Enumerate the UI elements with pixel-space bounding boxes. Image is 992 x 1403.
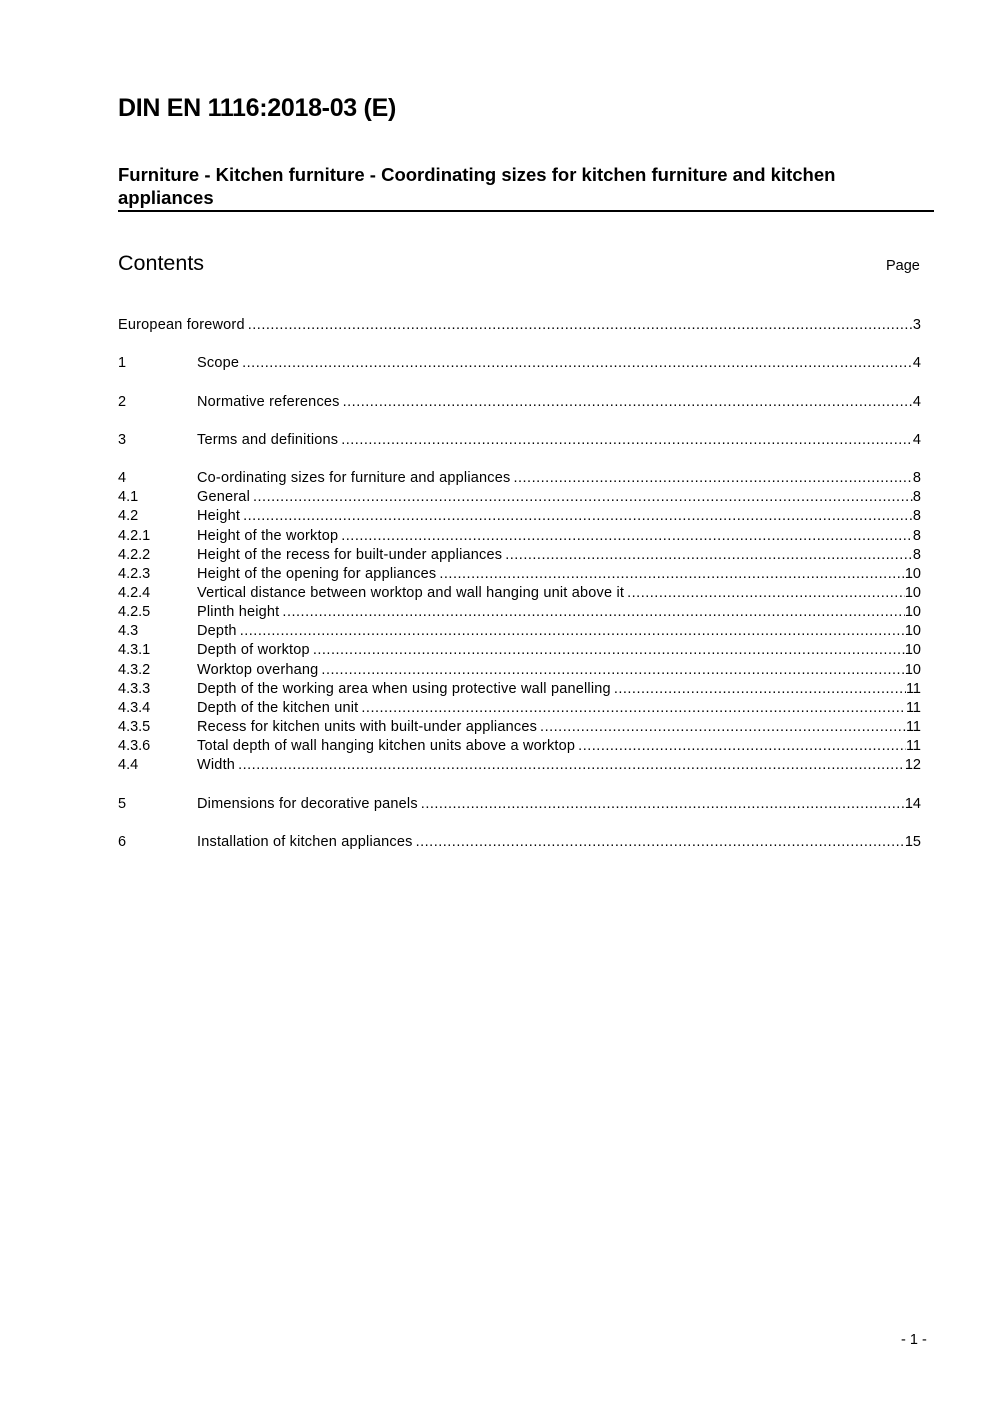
toc-entry[interactable] (118, 507, 921, 526)
toc-leader-dots (240, 622, 905, 641)
toc-leader-dots (578, 737, 906, 756)
toc-entry-number: 4.3.6 (118, 738, 151, 755)
toc-entry-label: Total depth of wall hanging kitchen units above a worktop (197, 738, 576, 755)
toc-leader-dots (343, 393, 913, 412)
toc-leader-dots (540, 718, 906, 737)
toc-entry[interactable] (118, 622, 921, 641)
toc-entry-page: 8 (912, 508, 921, 525)
toc-entry-label: Width (197, 757, 236, 774)
toc-entry-number: 4.3 (118, 623, 139, 640)
contents-heading: Contents (118, 251, 205, 275)
toc-entry-number: 4.1 (118, 489, 139, 506)
toc-entry-page: 10 (904, 623, 921, 640)
toc-entry-number: 4.3.1 (118, 642, 151, 659)
toc-entry-page: 11 (905, 680, 921, 697)
toc-entry-label: Terms and definitions (197, 431, 339, 448)
toc-entry[interactable] (118, 699, 921, 718)
toc-entry-page: 14 (904, 795, 921, 812)
toc-entry-number: 3 (118, 431, 127, 448)
toc-leader-dots (505, 546, 913, 565)
toc-leader-dots (416, 833, 905, 852)
toc-entry-page: 15 (904, 833, 921, 850)
document-title: Furniture - Kitchen furniture - Coordinating sizes for kitchen furniture and kitchen appliances (118, 164, 836, 208)
title-divider (118, 210, 934, 212)
toc-entry-label: Height of the opening for appliances (197, 565, 437, 582)
toc-entry[interactable] (118, 661, 921, 680)
toc-entry[interactable] (118, 488, 921, 507)
document-id: DIN EN 1116:2018-03 (E) (118, 94, 396, 122)
toc-entry[interactable] (118, 680, 921, 699)
toc-entry[interactable] (118, 316, 921, 335)
page-number: - 1 - (901, 1332, 927, 1348)
toc-entry-page: 4 (912, 431, 921, 448)
toc-entry-page: 10 (904, 584, 921, 601)
page-column-heading: Page (886, 258, 920, 274)
toc-entry-number: 4.4 (118, 757, 139, 774)
toc-leader-dots (321, 661, 904, 680)
toc-leader-dots (341, 431, 913, 450)
toc-leader-dots (313, 641, 905, 660)
toc-entry[interactable] (118, 546, 921, 565)
toc-entry-page: 4 (912, 393, 921, 410)
toc-entry-page: 8 (912, 546, 921, 563)
toc-entry-page: 10 (904, 565, 921, 582)
toc-entry-label: Depth of the working area when using protective wall panelling (197, 680, 611, 697)
table-of-contents (118, 316, 921, 852)
toc-entry-number: 4.2.2 (118, 546, 151, 563)
toc-entry[interactable] (118, 795, 921, 814)
toc-entry-label: Depth (197, 623, 237, 640)
toc-entry-label: Height (197, 508, 241, 525)
toc-entry-page: 8 (912, 527, 921, 544)
toc-leader-dots (421, 795, 905, 814)
toc-entry-page: 4 (912, 355, 921, 372)
toc-entry-number: 4.3.4 (118, 699, 151, 716)
toc-entry-label: Normative references (197, 393, 340, 410)
toc-leader-dots (627, 584, 905, 603)
toc-entry-page: 10 (904, 661, 921, 678)
toc-entry-page: 11 (905, 738, 921, 755)
toc-leader-dots (614, 680, 906, 699)
toc-entry-page: 8 (912, 489, 921, 506)
toc-leader-dots (242, 354, 913, 373)
toc-entry-number: 4.3.3 (118, 680, 151, 697)
toc-entry-page: 10 (904, 642, 921, 659)
toc-entry-label: Worktop overhang (197, 661, 319, 678)
toc-entry[interactable] (118, 603, 921, 622)
toc-entry-label: General (197, 489, 250, 506)
toc-entry-label: Depth of the kitchen unit (197, 699, 359, 716)
toc-entry-number: 5 (118, 795, 127, 812)
toc-leader-dots (243, 507, 913, 526)
toc-entry-label: Height of the worktop (197, 527, 339, 544)
toc-entry-page: 12 (904, 757, 921, 774)
toc-entry[interactable] (118, 469, 921, 488)
toc-entry-page: 10 (904, 604, 921, 621)
toc-entry[interactable] (118, 565, 921, 584)
toc-leader-dots (361, 699, 906, 718)
toc-entry-number: 4.3.2 (118, 661, 151, 678)
toc-entry-number: 4.2.4 (118, 584, 151, 601)
toc-entry-label: European foreword (118, 317, 245, 333)
toc-entry-label: Installation of kitchen appliances (197, 833, 413, 850)
toc-entry-number: 4.3.5 (118, 718, 151, 735)
toc-entry-number: 4 (118, 470, 127, 487)
toc-entry[interactable] (118, 737, 921, 756)
toc-entry-label: Scope (197, 355, 240, 372)
toc-entry-label: Dimensions for decorative panels (197, 795, 418, 812)
toc-leader-dots (282, 603, 904, 622)
toc-entry-page: 3 (912, 317, 921, 333)
toc-entry[interactable] (118, 718, 921, 737)
toc-entry-label: Recess for kitchen units with built-under appliances (197, 718, 538, 735)
toc-entry[interactable] (118, 431, 921, 450)
toc-leader-dots (238, 756, 905, 775)
toc-entry[interactable] (118, 527, 921, 546)
toc-leader-dots (439, 565, 904, 584)
toc-entry-label: Height of the recess for built-under appliances (197, 546, 503, 563)
toc-entry[interactable] (118, 393, 921, 412)
toc-entry-label: Plinth height (197, 604, 280, 621)
toc-entry[interactable] (118, 833, 921, 852)
toc-entry-label: Co-ordinating sizes for furniture and appliances (197, 470, 511, 487)
toc-leader-dots (248, 316, 913, 335)
toc-entry-page: 8 (912, 470, 921, 487)
toc-entry-number: 1 (118, 355, 127, 372)
toc-entry-number: 2 (118, 393, 127, 410)
toc-entry-page: 11 (905, 718, 921, 735)
toc-entry-number: 4.2 (118, 508, 139, 525)
toc-entry-number: 4.2.3 (118, 565, 151, 582)
toc-entry[interactable] (118, 584, 921, 603)
toc-entry[interactable] (118, 641, 921, 660)
toc-entry[interactable] (118, 756, 921, 775)
toc-entry-page: 11 (905, 699, 921, 716)
toc-entry-number: 6 (118, 833, 127, 850)
toc-leader-dots (253, 488, 913, 507)
toc-entry-label: Depth of worktop (197, 642, 310, 659)
toc-entry[interactable] (118, 354, 921, 373)
toc-entry-label: Vertical distance between worktop and wall hanging unit above it (197, 584, 625, 601)
toc-entry-number: 4.2.5 (118, 604, 151, 621)
toc-leader-dots (341, 527, 913, 546)
toc-leader-dots (513, 469, 912, 488)
toc-entry-number: 4.2.1 (118, 527, 151, 544)
